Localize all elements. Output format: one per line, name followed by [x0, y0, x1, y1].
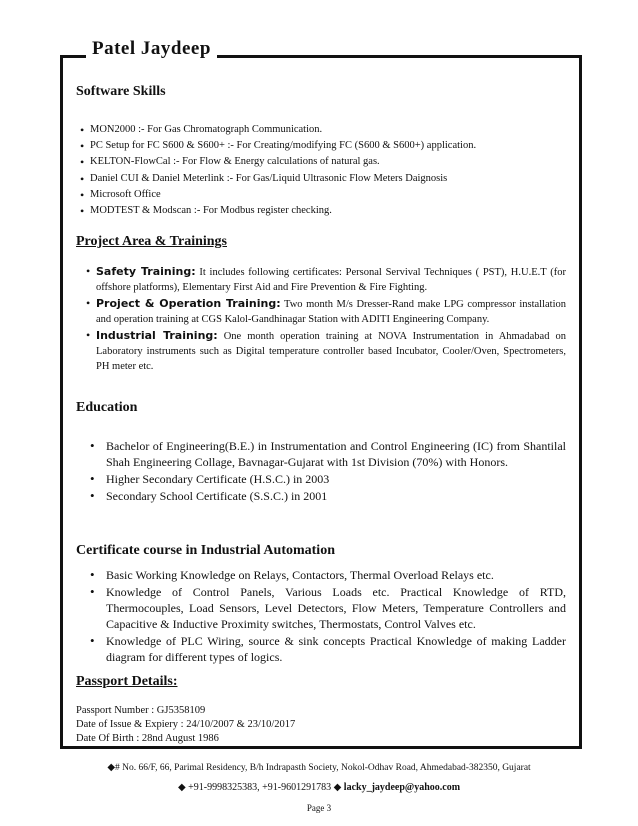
footer-address: # No. 66/F, 66, Parimal Residency, B/h Indrapasth Society, Nokol-Odhav Road, Ahmedabad-382350, Gujarat [115, 763, 531, 773]
passport-section [76, 674, 566, 746]
education-list [76, 438, 566, 504]
passport-heading: Passport Details: [76, 674, 178, 689]
page-number: Page 3 [306, 803, 332, 813]
software-skills-heading: Software Skills [76, 84, 166, 99]
software-skills-section [76, 84, 566, 219]
project-list [76, 264, 566, 374]
footer-email[interactable]: lacky_jaydeep@yahoo.com [343, 782, 461, 793]
list-item: • Microsoft Office [76, 187, 566, 203]
item-lead: Industrial Training: [96, 329, 218, 342]
item-text: Two month M/s Dresser-Rand make LPG compressor installation and operation training at CGS Kalol-Gandhinagar Station with ADITI Engineering Company. [96, 299, 566, 325]
project-heading: Project Area & Trainings [76, 234, 227, 249]
item-text: It includes following certificates: Personal Servival Techniques ( PST), H.U.E.T (for offshore platforms), Elementary First Aid and Fire Prevention & Fire Fighting. [96, 267, 566, 293]
footer-phones: +91-9998325383, +91-9601291783 [188, 782, 332, 793]
list-item: • Higher Secondary Certificate (H.S.C.) in 2003 [76, 471, 566, 487]
item-text: One month operation training at NOVA Instrumentation in Ahmadabad on Laboratory instruments such as Digital temperature controller based Incubator, Cooler/Oven, Spectrometers, PH meter etc. [96, 331, 566, 372]
item-lead: Safety Training: [96, 265, 196, 278]
item-lead: Project & Operation Training: [96, 297, 281, 310]
date-of-birth: Date Of Birth : 28nd August 1986 [76, 733, 219, 744]
list-item: • MODTEST & Modscan :- For Modbus register checking. [76, 203, 566, 219]
list-item [76, 328, 566, 374]
diamond-icon: ◆ [177, 782, 186, 793]
list-item: • PC Setup for FC S600 & S600+ :- For Creating/modifying FC (S600 & S600+) application. [76, 138, 566, 154]
education-heading: Education [76, 400, 138, 415]
certificate-section [76, 543, 566, 666]
diamond-icon: ◆ [333, 782, 342, 793]
list-item: • Secondary School Certificate (S.S.C.) in 2001 [76, 488, 566, 504]
list-item: • Knowledge of Control Panels, Various Loads etc. Practical Knowledge of RTD, Thermocouples, Load Sensors, Level Detectors, Flow Meters, Temperature Controllers and Capacitive & Inductive Proximity switches, Thermostats, Control Valves etc. [76, 584, 566, 632]
passport-dates: Date of Issue & Expiery : 24/10/2007 & 23/10/2017 [76, 719, 296, 730]
software-skills-list [76, 122, 566, 219]
list-item: • Bachelor of Engineering(B.E.) in Instrumentation and Control Engineering (IC) from Shantilal Shah Engineering Collage, Bavnagar-Gujarat with 1st Division (70%) with Honors. [76, 438, 566, 470]
list-item [76, 264, 566, 295]
footer-contact-line [0, 782, 638, 793]
list-item [76, 296, 566, 327]
certificate-heading: Certificate course in Industrial Automation [76, 543, 335, 558]
diamond-icon: ◆ [107, 762, 116, 773]
candidate-name: Patel Jaydeep [86, 38, 217, 60]
list-item: • Daniel CUI & Daniel Meterlink :- For Gas/Liquid Ultrasonic Flow Meters Daignosis [76, 171, 566, 187]
education-section [76, 400, 566, 505]
list-item: • Basic Working Knowledge on Relays, Contactors, Thermal Overload Relays etc. [76, 567, 566, 583]
passport-number: Passport Number : GJ5358109 [76, 705, 206, 716]
list-item: • MON2000 :- For Gas Chromatograph Communication. [76, 122, 566, 138]
project-section [76, 234, 566, 375]
certificate-list [76, 567, 566, 665]
list-item: • KELTON-FlowCal :- For Flow & Energy calculations of natural gas. [76, 154, 566, 170]
list-item: • Knowledge of PLC Wiring, source & sink concepts Practical Knowledge of making Ladder diagram for different types of logics. [76, 633, 566, 665]
footer-address-line [0, 762, 638, 773]
